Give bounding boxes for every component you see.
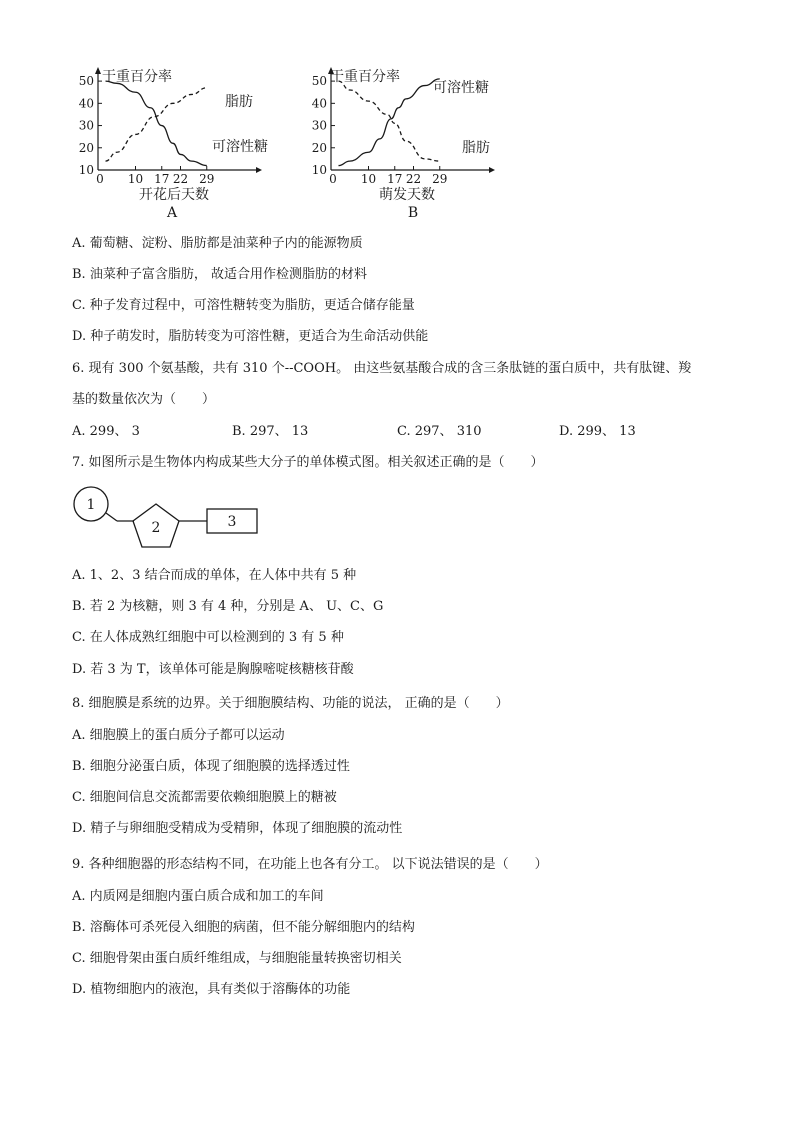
- q6-option-c: C. 297、 310: [397, 424, 482, 439]
- q7-option-a: A. 1、2、3 结合而成的单体，在人体中共有 5 种: [72, 568, 357, 583]
- x-axis-label-b: 萌发天数: [379, 187, 435, 203]
- x-axis-arrow-a: [256, 167, 262, 173]
- bond-1-2: [106, 513, 117, 521]
- panel-label-a: A: [166, 205, 178, 221]
- q6-option-d: D. 299、 13: [559, 424, 636, 439]
- q8-option-a: A. 细胞膜上的蛋白质分子都可以运动: [72, 728, 285, 743]
- y-tick-label-a: 30: [78, 118, 94, 133]
- q7-option-c: C. 在人体成熟红细胞中可以检测到的 3 有 5 种: [72, 630, 344, 645]
- y-tick-label-a: 20: [78, 140, 94, 155]
- x-tick-label-b: 22: [405, 172, 422, 186]
- x-tick-label-b: 17: [387, 172, 403, 186]
- q5-option-c: C. 种子发育过程中，可溶性糖转变为脂肪，更适合储存能量: [72, 298, 415, 313]
- nucleotide-diagram: [60, 484, 280, 554]
- y-tick-label-b: 40: [311, 96, 327, 111]
- y-tick-label-a: 50: [78, 74, 94, 89]
- panel-label-b: B: [407, 205, 419, 221]
- series-line-a-1: [106, 81, 207, 165]
- y-tick-label-b: 10: [311, 163, 327, 177]
- pentose-label: 2: [151, 520, 161, 536]
- x-tick-label-b: 29: [432, 172, 448, 186]
- y-tick-label-b: 50: [311, 74, 327, 89]
- q5-option-b: B. 油菜种子富含脂肪， 故适合用作检测脂肪的材料: [72, 267, 367, 282]
- series-line-a-0: [106, 88, 207, 161]
- q9-stem: 9. 各种细胞器的形态结构不同，在功能上也各有分工。 以下说法错误的是（ ）: [72, 857, 548, 872]
- phosphate-label: 1: [86, 497, 96, 513]
- q8-stem: 8. 细胞膜是系统的边界。关于细胞膜结构、功能的说法， 正确的是（ ）: [72, 696, 509, 711]
- q8-option-c: C. 细胞间信息交流都需要依赖细胞膜上的糖被: [72, 790, 337, 805]
- chart-a: [79, 67, 268, 221]
- y-tick-label-b: 30: [311, 118, 327, 133]
- q5-option-a: A. 葡萄糖、淀粉、脂肪都是油菜种子内的能源物质: [72, 236, 363, 251]
- y-tick-label-b: 20: [311, 140, 327, 155]
- q5-option-d: D. 种子萌发时，脂肪转变为可溶性糖，更适合为生命活动供能: [72, 329, 429, 344]
- q6-option-a: A. 299、 3: [72, 424, 140, 439]
- q6-stem-line-1: 6. 现有 300 个氨基酸，共有 310 个--COOH。 由这些氨基酸合成的含三条肽链的蛋白质中，共有肽键、羧: [72, 361, 692, 376]
- q7-option-d: D. 若 3 为 T，该单体可能是胸腺嘧啶核糖核苷酸: [72, 662, 354, 677]
- x-tick-label-a: 29: [199, 172, 215, 186]
- q6-stem-line-2: 基的数量依次为（ ）: [72, 392, 216, 407]
- x-tick-label-a: 10: [127, 172, 144, 186]
- q9-option-b: B. 溶酶体可杀死侵入细胞的病菌，但不能分解细胞内的结构: [72, 920, 415, 935]
- q9-option-a: A. 内质网是细胞内蛋白质合成和加工的车间: [72, 889, 324, 904]
- chart-figure: [0, 0, 794, 230]
- series-label-b-1: 脂肪: [462, 140, 490, 156]
- y-axis-label-a: 干重百分率: [102, 69, 172, 85]
- chart-b: [312, 67, 495, 221]
- x-tick-label-a: 22: [172, 172, 189, 186]
- q9-option-c: C. 细胞骨架由蛋白质纤维组成，与细胞能量转换密切相关: [72, 951, 402, 966]
- q6-option-b: B. 297、 13: [232, 424, 309, 439]
- x-axis-arrow-b: [489, 167, 495, 173]
- y-axis-arrow-a: [95, 67, 101, 74]
- q8-option-b: B. 细胞分泌蛋白质，体现了细胞膜的选择透过性: [72, 759, 350, 774]
- q9-option-d: D. 植物细胞内的液泡，具有类似于溶酶体的功能: [72, 982, 351, 997]
- series-label-b-0: 可溶性糖: [433, 80, 489, 96]
- base-label: 3: [227, 514, 237, 530]
- series-line-b-0: [339, 79, 440, 166]
- series-label-a-0: 脂肪: [225, 94, 253, 110]
- x-tick-label-a: 17: [154, 172, 170, 186]
- x-tick-label-b: 0: [329, 172, 337, 186]
- series-label-a-1: 可溶性糖: [212, 139, 268, 155]
- q7-option-b: B. 若 2 为核糖，则 3 有 4 种，分别是 A、 U、C、G: [72, 599, 384, 614]
- q8-option-d: D. 精子与卵细胞受精成为受精卵，体现了细胞膜的流动性: [72, 821, 403, 836]
- q7-stem: 7. 如图所示是生物体内构成某些大分子的单体模式图。相关叙述正确的是（ ）: [72, 455, 544, 470]
- x-tick-label-a: 0: [96, 172, 104, 186]
- series-line-b-1: [339, 81, 440, 161]
- y-tick-label-a: 40: [78, 96, 94, 111]
- y-tick-label-a: 10: [78, 163, 94, 177]
- x-tick-label-b: 10: [360, 172, 377, 186]
- y-axis-label-b: 干重百分率: [330, 69, 400, 85]
- x-axis-label-a: 开花后天数: [139, 187, 209, 203]
